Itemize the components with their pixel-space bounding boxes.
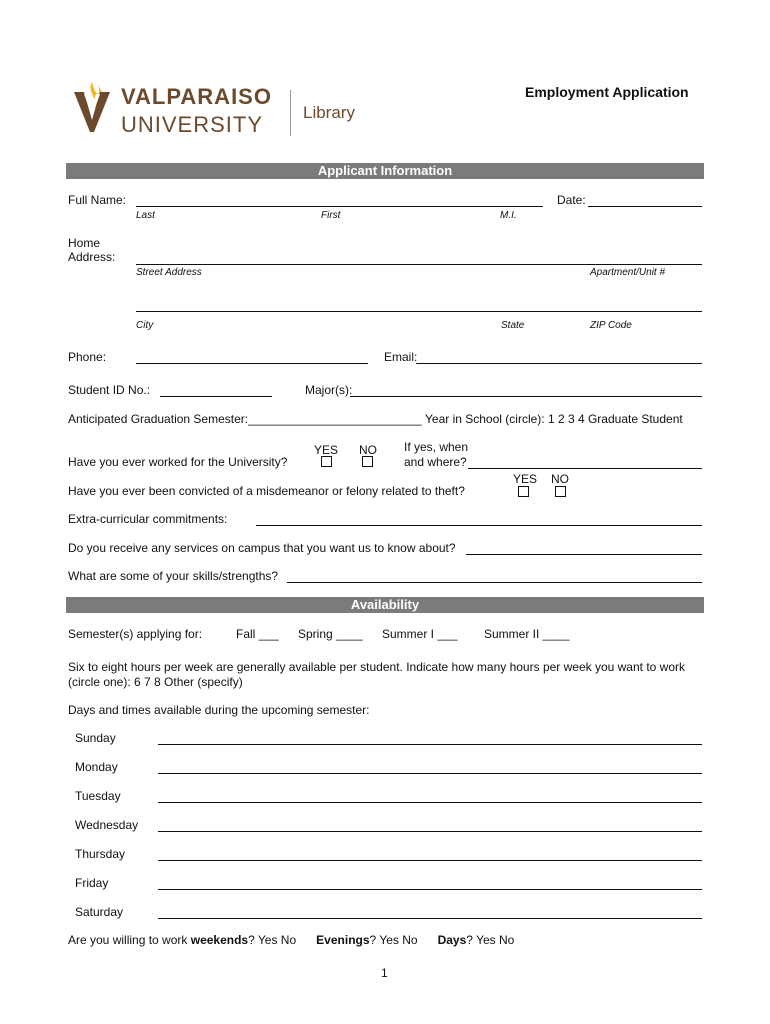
- worked-no-header: NO: [359, 443, 377, 457]
- middle-initial-caption: M.I.: [500, 210, 517, 221]
- semester-summer2-option[interactable]: Summer II ____: [484, 627, 570, 641]
- willing-prefix-text: Are you willing to work: [68, 933, 188, 947]
- hours-instructions-line2[interactable]: (circle one): 6 7 8 Other (specify): [68, 675, 243, 689]
- day-field-thursday[interactable]: [158, 860, 702, 861]
- section-header-applicant: Applicant Information: [66, 163, 704, 179]
- day-label-sunday: Sunday: [75, 731, 116, 745]
- skills-field[interactable]: [287, 582, 702, 583]
- day-field-wednesday[interactable]: [158, 831, 702, 832]
- extracurricular-field[interactable]: [256, 525, 702, 526]
- email-field[interactable]: [416, 363, 702, 364]
- if-yes-label-line1: If yes, when: [404, 440, 469, 454]
- street-address-caption: Street Address: [136, 267, 202, 278]
- address-label: Address:: [68, 250, 116, 264]
- logo-divider: [290, 90, 291, 136]
- worked-when-where-field[interactable]: [468, 468, 702, 469]
- convicted-question: Have you ever been convicted of a misdemeanor or felony related to theft?: [68, 484, 465, 498]
- semester-label: Semester(s) applying for:: [68, 627, 203, 641]
- days-text: Days: [437, 933, 467, 947]
- day-label-saturday: Saturday: [75, 905, 124, 919]
- convicted-yes-checkbox[interactable]: [518, 486, 529, 497]
- convicted-no-header: NO: [551, 472, 569, 486]
- convicted-no-checkbox[interactable]: [555, 486, 566, 497]
- city-state-zip-field[interactable]: [136, 311, 702, 312]
- logo-library-text: Library: [303, 103, 355, 122]
- services-question: Do you receive any services on campus that you want us to know about?: [68, 541, 456, 555]
- if-yes-label-line2: and where?: [404, 455, 467, 469]
- evenings-text: Evenings: [316, 933, 370, 947]
- day-field-monday[interactable]: [158, 773, 702, 774]
- phone-label: Phone:: [68, 350, 107, 364]
- weekends-yes-no[interactable]: ? Yes No: [248, 933, 297, 947]
- phone-field[interactable]: [136, 363, 368, 364]
- logo-wordmark-line2: UNIVERSITY: [121, 112, 264, 137]
- date-label: Date:: [557, 193, 586, 207]
- semester-summer1-option[interactable]: Summer I ___: [382, 627, 458, 641]
- day-field-saturday[interactable]: [158, 918, 702, 919]
- day-label-wednesday: Wednesday: [75, 818, 139, 832]
- extracurricular-label: Extra-curricular commitments:: [68, 512, 228, 526]
- last-name-caption: Last: [136, 210, 155, 221]
- worked-no-checkbox[interactable]: [362, 456, 373, 467]
- services-field[interactable]: [466, 554, 702, 555]
- city-caption: City: [136, 320, 154, 331]
- worked-yes-checkbox[interactable]: [321, 456, 332, 467]
- willing-to-work-question[interactable]: [68, 933, 514, 947]
- evenings-yes-no[interactable]: ? Yes No: [369, 933, 418, 947]
- day-field-friday[interactable]: [158, 889, 702, 890]
- home-label: Home: [68, 236, 101, 250]
- street-address-field[interactable]: [136, 264, 702, 265]
- form-title: Employment Application: [525, 84, 689, 100]
- weekends-text: weekends: [190, 933, 249, 947]
- day-label-friday: Friday: [75, 876, 109, 890]
- student-id-label: Student ID No.:: [68, 383, 151, 397]
- year-in-school-label[interactable]: Year in School (circle): 1 2 3 4 Graduate Student: [425, 412, 683, 426]
- semester-spring-option[interactable]: Spring ____: [298, 627, 363, 641]
- graduation-semester-label[interactable]: Anticipated Graduation Semester:__________________________: [68, 412, 422, 426]
- convicted-yes-header: YES: [513, 472, 538, 486]
- section-header-availability: Availability: [66, 597, 704, 613]
- zip-caption: ZIP Code: [590, 320, 632, 331]
- day-label-monday: Monday: [75, 760, 118, 774]
- date-field[interactable]: [588, 206, 702, 207]
- day-field-tuesday[interactable]: [158, 802, 702, 803]
- full-name-field[interactable]: [136, 206, 543, 207]
- days-intro-label: Days and times available during the upcoming semester:: [68, 703, 370, 717]
- day-field-sunday[interactable]: [158, 744, 702, 745]
- logo-wordmark-line1: VALPARAISO: [121, 84, 272, 109]
- skills-question: What are some of your skills/strengths?: [68, 569, 279, 583]
- worked-yes-header: YES: [314, 443, 339, 457]
- email-label: Email:: [384, 350, 418, 364]
- state-caption: State: [501, 320, 525, 331]
- first-name-caption: First: [321, 210, 341, 221]
- major-field[interactable]: [350, 396, 702, 397]
- day-label-tuesday: Tuesday: [75, 789, 121, 803]
- student-id-field[interactable]: [160, 396, 272, 397]
- worked-university-question: Have you ever worked for the University?: [68, 455, 288, 469]
- full-name-label: Full Name:: [68, 193, 127, 207]
- day-label-thursday: Thursday: [75, 847, 126, 861]
- major-label: Major(s):: [305, 383, 353, 397]
- university-logo-flame-icon: [72, 80, 112, 134]
- semester-fall-option[interactable]: Fall ___: [236, 627, 279, 641]
- days-yes-no[interactable]: ? Yes No: [466, 933, 515, 947]
- apartment-caption: Apartment/Unit #: [590, 267, 666, 278]
- page-number: 1: [381, 966, 388, 980]
- hours-instructions-line1: Six to eight hours per week are generally available per student. Indicate how many hours per week you want to work: [68, 660, 686, 674]
